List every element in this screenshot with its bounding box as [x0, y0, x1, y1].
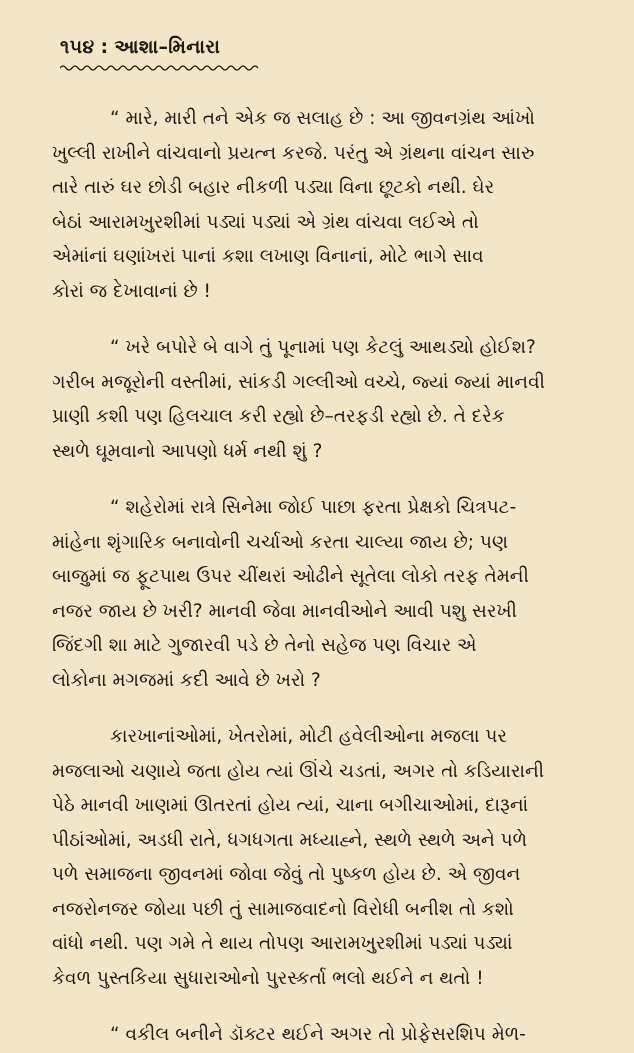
text-line: ખુલ્લી રાખીને વાંચવાનો પ્રયત્ન કરજે. પરંતુ એ ગ્રંથના વાંચન સારુ: [52, 142, 535, 164]
text-line: લોકોના મગજમાં કદી આવે છે ખરો ?: [52, 669, 321, 691]
paragraph: [52, 331, 596, 469]
text-line: વાંધો નથી. પણ ગમે તે થાય તોપણ આરામખુરશીમાં પડ્યાં પડ્યાં: [52, 933, 513, 954]
text-line: તારે તારું ઘર છોડી બહાર નીકળી પડ્યા વિના છૂટકો નથી. ઘેર: [52, 177, 495, 198]
text-line: કારખાનાંઓમાં, ખેતરોમાં, મોટી હવેલીઓના મજલા પર: [110, 726, 507, 747]
text-line: “ શહેરોમાં રાત્રે સિનેમા જોઈ પાછા ફરતા પ્રેક્ષકો ચિત્રપટ-: [110, 497, 517, 518]
text-line: બાજુમાં જ ફૂટપાથ ઉપર ચીંથરાં ઓઢીને સૂતેલા લોકો તરફ તેમની: [52, 566, 529, 587]
text-line: કેવળ પુસ્તકિયા સુધારાઓનો પુરસ્કર્તા ભલો થઈને ન થતો !: [52, 967, 484, 989]
text-line: પળે સમાજના જીવનમાં જોવા જેવું તો પુષ્કળ હોય છે. એ જીવન: [52, 864, 521, 885]
text-line: જિંદગી શા માટે ગુજારવી પડે છે તેનો સહેજ પણ વિચાર એ: [52, 635, 477, 656]
wavy-underline: [60, 64, 260, 72]
text-line: “ વકીલ બનીને ડૉક્ટર થઈને અગર તો પ્રોફેસરશિપ મેળ-: [110, 1024, 526, 1045]
paragraph: [52, 1018, 596, 1053]
paragraph: [52, 720, 596, 996]
running-header: [60, 36, 596, 58]
text-line: બેઠાં આરામખુરશીમાં પડ્યાં પડ્યાં એ ગ્રંથ વાંચવા લઈએ તો: [52, 211, 479, 233]
text-line: સ્થળે ઘૂમવાનો આપણો ધર્મ નથી શું ?: [52, 440, 323, 462]
body-text: [52, 102, 596, 1053]
header-separator: :: [100, 36, 109, 58]
text-line: કોરાં જ દેખાવાનાં છે !: [52, 280, 211, 302]
text-line: ગરીબ મજૂરોની વસ્તીમાં, સાંકડી ગલ્લીઓ વચ્ચે, જ્યાં જ્યાં માનવી: [52, 371, 545, 393]
chapter-title: આશા–મિનારા: [114, 36, 221, 58]
text-line: નજર જાય છે ખરી? માનવી જેવા માનવીઓને આવી પશુ સરખી: [52, 600, 517, 622]
text-line: મજલાઓ ચણાયે જતા હોય ત્યાં ઊંચે ચડતાં, અગર તો કડિયારાની: [52, 760, 545, 782]
page-number: ૧૫૪: [60, 36, 95, 58]
text-line: પીઠાંઓમાં, અડધી રાતે, ધગધગતા મધ્યાહ્ને, સ્થળે સ્થળે અને પળે: [52, 829, 528, 851]
text-line: પ્રાણી કશી પણ હિલચાલ કરી રહ્યો છે–તરફડી રહ્યો છે. તે દરેક: [52, 406, 505, 427]
text-line: એમાંનાં ઘણાંખરાં પાનાં કશા લખાણ વિનાનાં, મોટે ભાગે સાવ: [52, 246, 484, 267]
text-line: માંહેના શૃંગારિક બનાવોની ચર્ચાઓ કરતા ચાલ્યા જાય છે; પણ: [52, 531, 509, 553]
text-line: “ મારે, મારી તને એક જ સલાહ છે : આ જીવનગ્રંથ આંખો: [110, 108, 535, 129]
text-line: “ ખરે બપોરે બે વાગે તું પૂનામાં પણ કેટલું આથડ્યો હોઈશ?: [110, 337, 536, 358]
text-line: નજરોનજર જોયા પછી તું સામાજવાદનો વિરોધી બનીશ તો કશો: [52, 898, 514, 920]
paragraph: [52, 102, 596, 309]
paragraph: [52, 491, 596, 698]
text-line: પેઠે માનવી ખાણમાં ઊતરતાં હોય ત્યાં, ચાના બગીચાઓમાં, દારૂનાં: [52, 795, 529, 816]
